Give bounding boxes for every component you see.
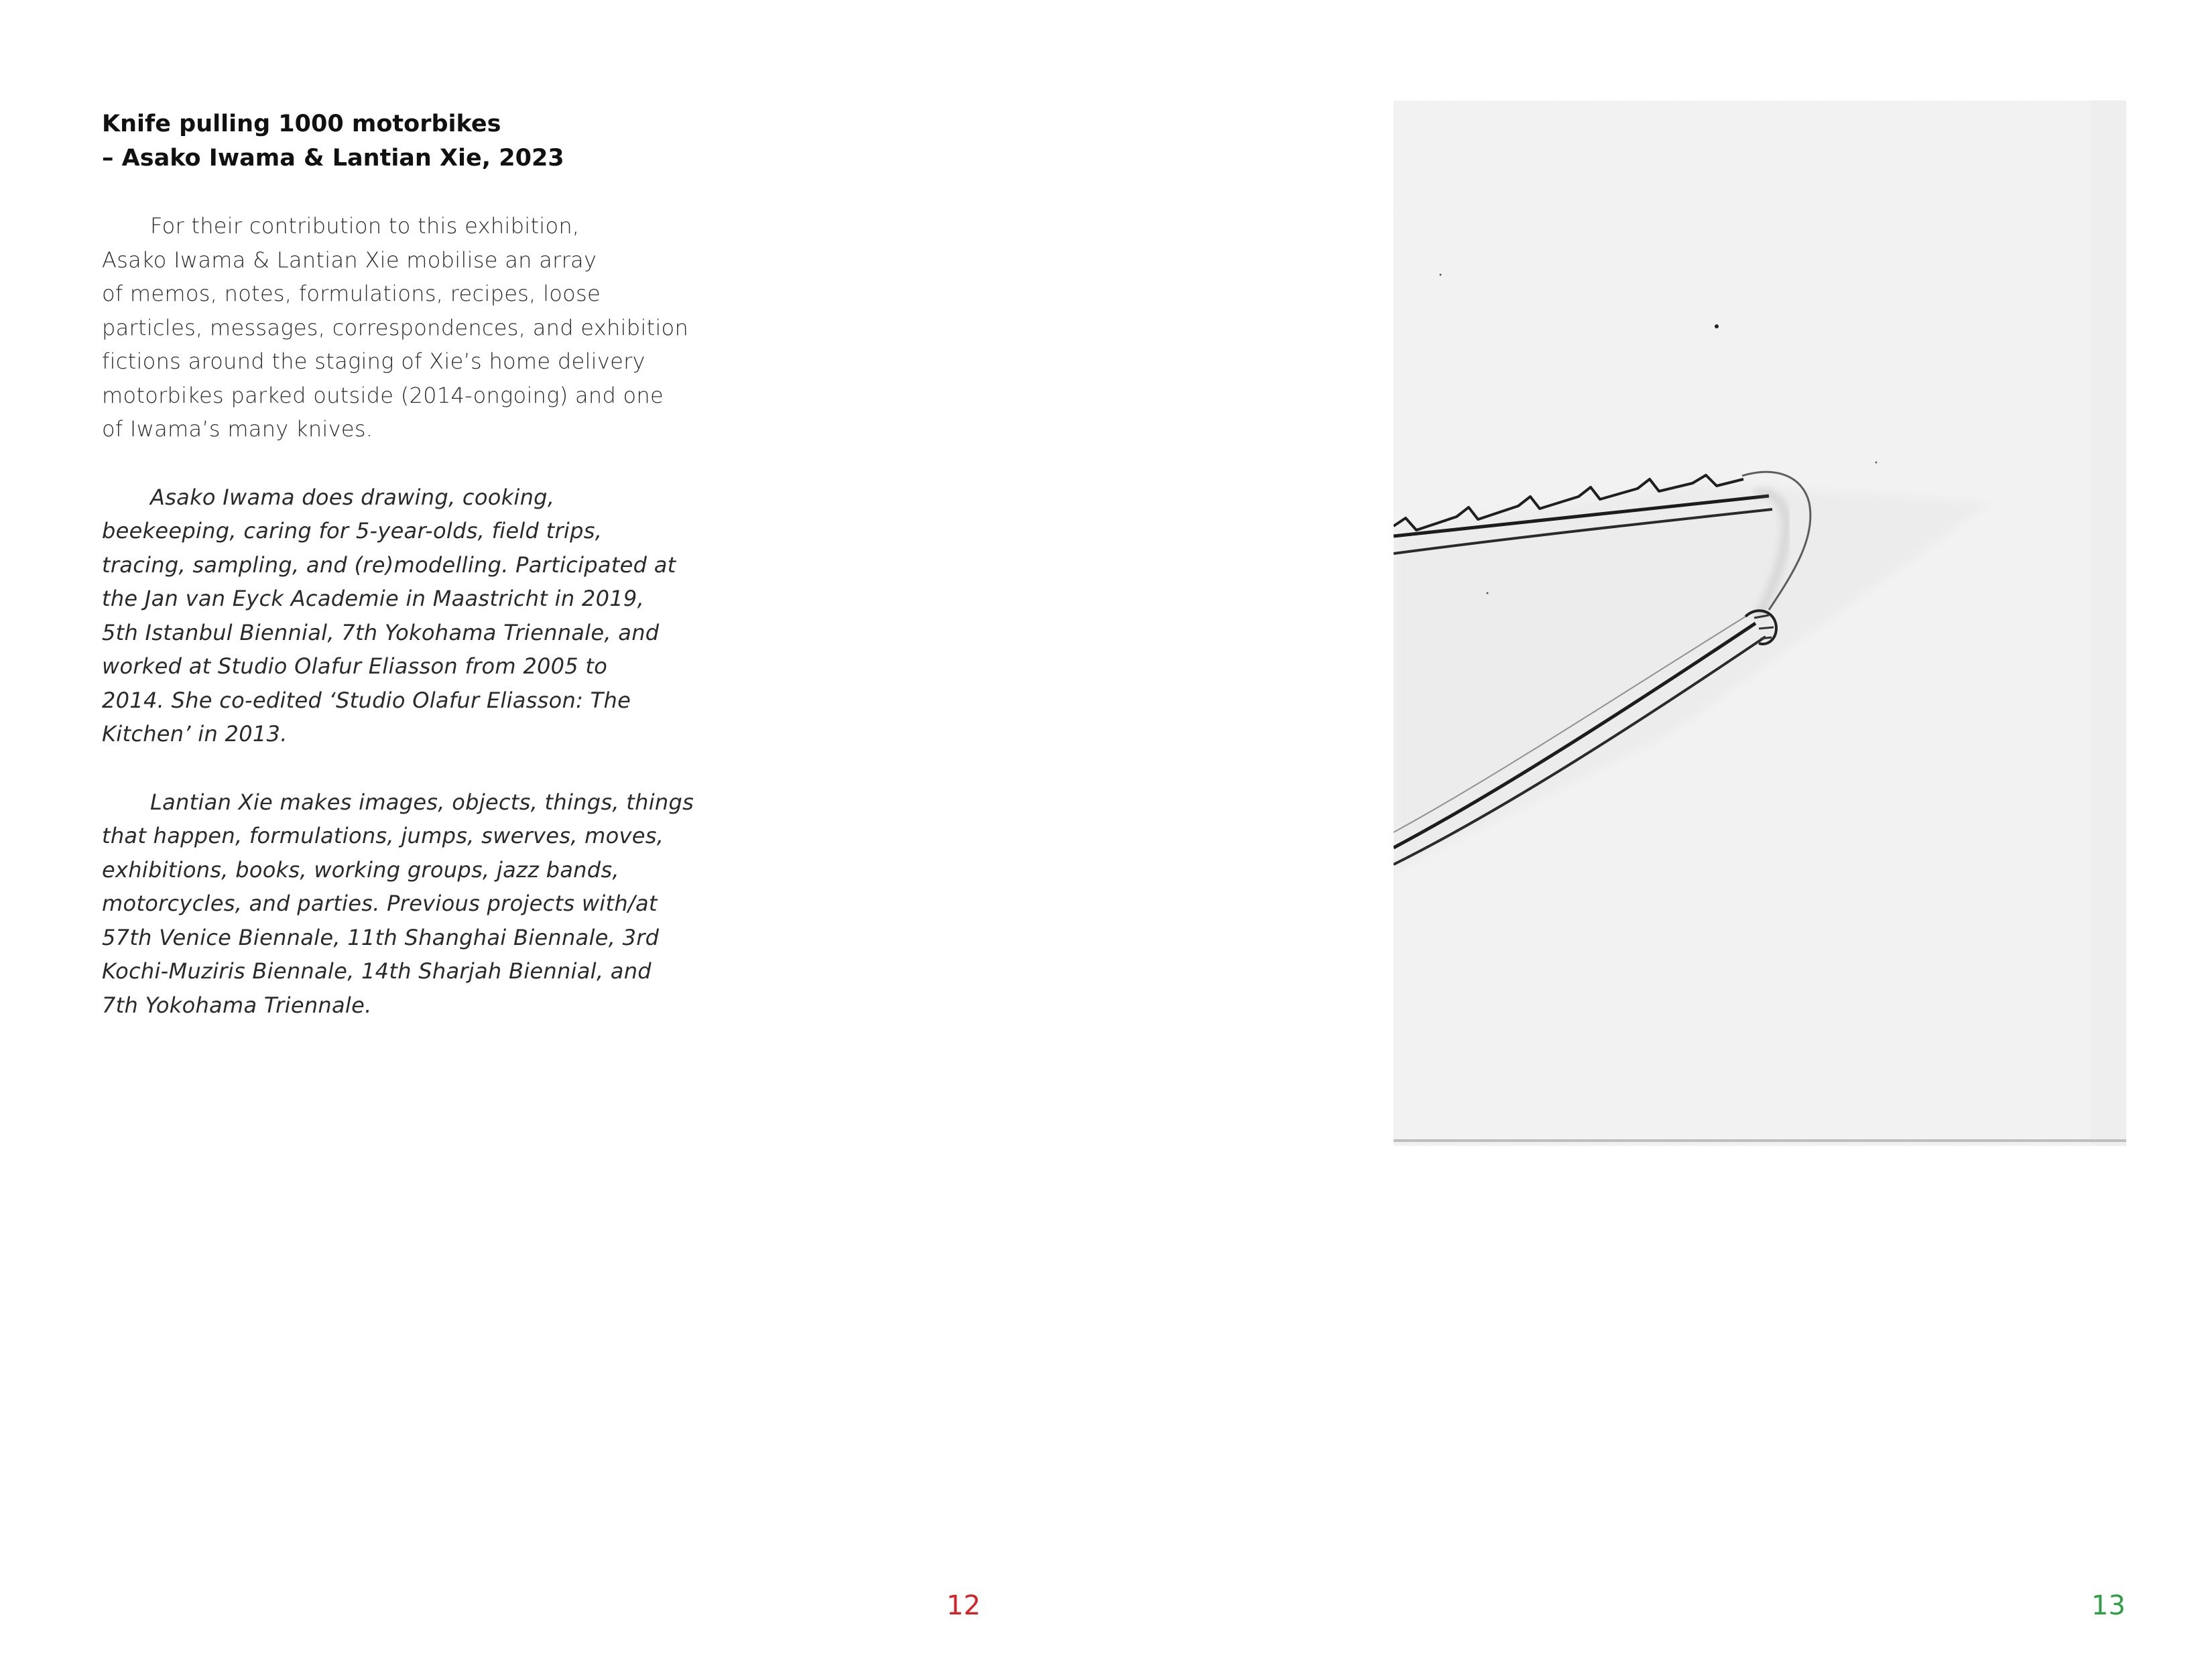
paragraph-line: motorcycles, and parties. Previous projects with/at xyxy=(102,891,658,916)
paragraph-line: Kochi-Muziris Biennale, 14th Sharjah Biennial, and xyxy=(102,958,652,984)
paragraph-line: Asako Iwama & Lantian Xie mobilise an array xyxy=(102,247,597,273)
paragraph-line: the Jan van Eyck Academie in Maastricht in 2019, xyxy=(102,586,645,611)
paragraph-line: 57th Venice Biennale, 11th Shanghai Biennale, 3rd xyxy=(102,924,660,950)
intro-paragraph xyxy=(102,209,772,446)
text-block xyxy=(102,107,772,1056)
paragraph-line: particles, messages, correspondences, and exhibition xyxy=(102,314,689,340)
paragraph-line: worked at Studio Olafur Eliasson from 2005 to xyxy=(102,653,608,679)
paragraph-line: 2014. She co-edited ‘Studio Olafur Eliasson: The xyxy=(102,687,631,713)
bio-xie-paragraph xyxy=(102,785,772,1023)
paragraph-line: Asako Iwama does drawing, cooking, xyxy=(150,484,555,510)
paragraph-line: tracing, sampling, and (re)modelling. Participated at xyxy=(102,552,676,578)
paragraph-line: of Iwama’s many knives. xyxy=(102,416,373,442)
page-number-left: 12 xyxy=(946,1590,981,1621)
right-page xyxy=(1106,0,2212,1662)
page-number-right: 13 xyxy=(2091,1590,2126,1621)
knife-drawing-icon xyxy=(1394,101,2126,1146)
paragraph-line: 5th Istanbul Biennial, 7th Yokohama Triennale, and xyxy=(102,619,660,645)
paragraph-line: of memos, notes, formulations, recipes, loose xyxy=(102,281,601,306)
paragraph-line: fictions around the staging of Xie’s home delivery xyxy=(102,348,646,374)
paragraph-line: 7th Yokohama Triennale. xyxy=(102,992,372,1018)
paragraph-line: motorbikes parked outside (2014-ongoing) and one xyxy=(102,382,664,408)
paragraph-line: Lantian Xie makes images, objects, things, things xyxy=(150,789,694,815)
page-title xyxy=(102,107,772,176)
paragraph-line: that happen, formulations, jumps, swerves, moves, xyxy=(102,823,664,848)
paragraph-line: For their contribution to this exhibition, xyxy=(150,213,580,239)
paragraph-line: beekeeping, caring for 5-year-olds, field trips, xyxy=(102,518,603,544)
paragraph-line: exhibitions, books, working groups, jazz bands, xyxy=(102,856,619,883)
title-line: – Asako Iwama & Lantian Xie, 2023 xyxy=(102,145,564,172)
paragraph-line: Kitchen’ in 2013. xyxy=(102,721,288,747)
knife-drawing-image xyxy=(1394,101,2126,1146)
title-line: Knife pulling 1000 motorbikes xyxy=(102,111,501,137)
bio-iwama-paragraph xyxy=(102,481,772,751)
